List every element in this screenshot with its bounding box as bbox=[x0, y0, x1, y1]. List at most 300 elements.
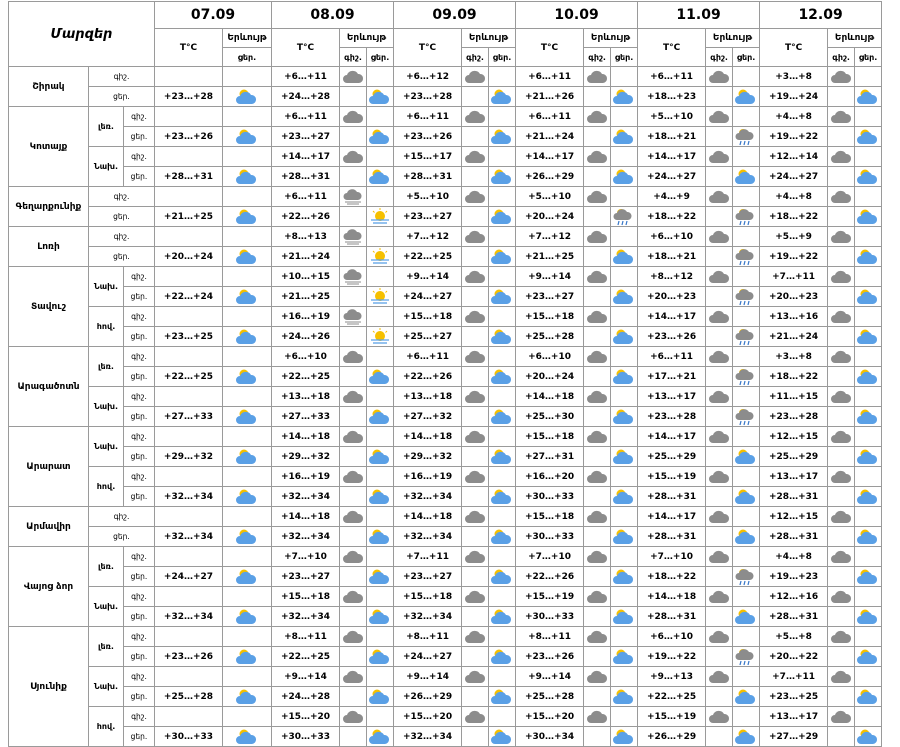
phenomenon-day-cell bbox=[367, 507, 394, 527]
cloudy-icon bbox=[584, 229, 610, 245]
phenomenon-night-cell bbox=[706, 167, 733, 187]
temperature-cell: +17…+21 bbox=[638, 367, 706, 387]
temperature-cell: +15…+19 bbox=[638, 467, 706, 487]
time-of-day: գիշ. bbox=[124, 147, 155, 167]
sun-behind-cloud-icon bbox=[223, 568, 271, 586]
temperature-cell: +14…+18 bbox=[394, 427, 462, 447]
phenomenon-day-cell bbox=[367, 607, 394, 627]
subregion-name: հով. bbox=[89, 707, 124, 747]
sun-behind-cloud-icon bbox=[223, 368, 271, 386]
phenomenon-cell bbox=[223, 167, 272, 187]
phenomenon-day-cell bbox=[611, 287, 638, 307]
temperature-cell: +16…+19 bbox=[394, 467, 462, 487]
phenomenon-night-cell bbox=[584, 567, 611, 587]
phenomenon-night-cell bbox=[340, 67, 367, 87]
temperature-cell bbox=[155, 187, 223, 207]
phenomenon-day-cell bbox=[733, 287, 760, 307]
sun-behind-cloud-icon bbox=[855, 488, 881, 506]
temperature-cell: +6…+11 bbox=[638, 67, 706, 87]
phenomenon-night-cell bbox=[828, 207, 855, 227]
phenomenon-night-cell bbox=[462, 627, 489, 647]
phenomenon-night-cell bbox=[828, 307, 855, 327]
forecast-table bbox=[8, 1, 882, 747]
temperature-cell: +28…+31 bbox=[272, 167, 340, 187]
temperature-cell: +28…+31 bbox=[155, 167, 223, 187]
sun-behind-cloud-icon bbox=[611, 128, 637, 146]
night-header: գիշ. bbox=[706, 48, 733, 67]
phenomenon-day-cell bbox=[367, 367, 394, 387]
time-of-day: գիշ. bbox=[124, 107, 155, 127]
temperature-cell: +28…+31 bbox=[638, 487, 706, 507]
cloudy-icon bbox=[340, 669, 366, 685]
sun-behind-cloud-icon bbox=[855, 328, 881, 346]
cloudy-icon bbox=[584, 349, 610, 365]
time-of-day: գիշ. bbox=[124, 347, 155, 367]
phenomenon-day-cell bbox=[367, 147, 394, 167]
phenomenon-night-cell bbox=[340, 147, 367, 167]
phenomenon-night-cell bbox=[828, 587, 855, 607]
temperature-cell: +18…+21 bbox=[638, 127, 706, 147]
phenomenon-night-cell bbox=[584, 347, 611, 367]
time-of-day: ցեր. bbox=[124, 607, 155, 627]
phenomenon-night-cell bbox=[706, 87, 733, 107]
phenomenon-night-cell bbox=[462, 247, 489, 267]
subregion-name: լեռ. bbox=[89, 547, 124, 587]
sun-behind-cloud-icon bbox=[367, 648, 393, 666]
phenomenon-night-cell bbox=[462, 327, 489, 347]
phenomenon-night-cell bbox=[584, 387, 611, 407]
temperature-cell: +28…+31 bbox=[760, 487, 828, 507]
sun-fog-icon bbox=[367, 248, 393, 266]
phenomenon-cell bbox=[223, 647, 272, 667]
phenomenon-night-cell bbox=[706, 427, 733, 447]
temperature-cell: +22…+25 bbox=[155, 367, 223, 387]
temperature-cell: +32…+34 bbox=[394, 487, 462, 507]
phenomenon-day-cell bbox=[733, 487, 760, 507]
table-row bbox=[9, 647, 882, 667]
phenomenon-day-cell bbox=[489, 467, 516, 487]
phenomenon-night-cell bbox=[706, 567, 733, 587]
temperature-cell bbox=[155, 67, 223, 87]
temperature-cell bbox=[155, 547, 223, 567]
phenomenon-day-cell bbox=[489, 427, 516, 447]
phenomenon-day-cell bbox=[367, 327, 394, 347]
phenomenon-day-cell bbox=[733, 467, 760, 487]
temperature-cell: +24…+27 bbox=[394, 647, 462, 667]
phenomenon-day-cell bbox=[489, 607, 516, 627]
cloudy-icon bbox=[340, 149, 366, 165]
sun-behind-cloud-icon bbox=[223, 168, 271, 186]
phenomenon-day-cell bbox=[733, 587, 760, 607]
phenomenon-day-cell bbox=[611, 227, 638, 247]
phenomenon-day-cell bbox=[489, 447, 516, 467]
phenomenon-day-cell bbox=[367, 667, 394, 687]
phenomenon-night-cell bbox=[340, 327, 367, 347]
phenomenon-night-cell bbox=[584, 527, 611, 547]
phenomenon-night-cell bbox=[828, 507, 855, 527]
phenomenon-night-cell bbox=[584, 327, 611, 347]
phenomenon-day-cell bbox=[855, 647, 882, 667]
sun-behind-cloud-icon bbox=[223, 408, 271, 426]
temperature-cell: +15…+19 bbox=[638, 707, 706, 727]
temperature-cell: +6…+11 bbox=[394, 347, 462, 367]
temperature-cell: +9…+14 bbox=[516, 667, 584, 687]
phenomenon-day-cell bbox=[733, 307, 760, 327]
phenomenon-day-cell bbox=[489, 247, 516, 267]
sun-behind-cloud-icon bbox=[611, 248, 637, 266]
temperature-cell: +12…+15 bbox=[760, 427, 828, 447]
phenomenon-header: Երևույթ bbox=[462, 29, 516, 48]
phenomenon-night-cell bbox=[462, 447, 489, 467]
phenomenon-day-cell bbox=[855, 367, 882, 387]
temperature-cell: +20…+23 bbox=[638, 287, 706, 307]
phenomenon-day-cell bbox=[733, 147, 760, 167]
temperature-cell bbox=[155, 627, 223, 647]
temperature-cell: +24…+27 bbox=[638, 167, 706, 187]
phenomenon-night-cell bbox=[462, 167, 489, 187]
phenomenon-night-cell bbox=[462, 307, 489, 327]
sun-behind-cloud-icon bbox=[489, 408, 515, 426]
table-row bbox=[9, 347, 882, 367]
cloudy-icon bbox=[462, 629, 488, 645]
temperature-cell: +4…+8 bbox=[760, 547, 828, 567]
temperature-cell: +6…+11 bbox=[516, 67, 584, 87]
sun-behind-cloud-icon bbox=[611, 648, 637, 666]
phenomenon-cell bbox=[223, 67, 272, 87]
sun-behind-cloud-icon bbox=[855, 88, 881, 106]
sun-behind-cloud-icon bbox=[611, 688, 637, 706]
phenomenon-night-cell bbox=[828, 227, 855, 247]
sun-behind-cloud-icon bbox=[223, 608, 271, 626]
phenomenon-night-cell bbox=[706, 407, 733, 427]
phenomenon-day-cell bbox=[733, 227, 760, 247]
region-name: Կոտայք bbox=[9, 107, 89, 187]
phenomenon-day-cell bbox=[611, 247, 638, 267]
phenomenon-day-cell bbox=[611, 387, 638, 407]
phenomenon-day-cell bbox=[489, 127, 516, 147]
phenomenon-day-cell bbox=[489, 647, 516, 667]
phenomenon-night-cell bbox=[828, 607, 855, 627]
cloudy-icon bbox=[706, 69, 732, 85]
cloudy-icon bbox=[340, 469, 366, 485]
phenomenon-day-cell bbox=[611, 167, 638, 187]
phenomenon-night-cell bbox=[340, 387, 367, 407]
phenomenon-night-cell bbox=[584, 627, 611, 647]
phenomenon-night-cell bbox=[340, 87, 367, 107]
cloudy-icon bbox=[584, 669, 610, 685]
phenomenon-day-cell bbox=[611, 607, 638, 627]
cloudy-icon bbox=[584, 469, 610, 485]
phenomenon-night-cell bbox=[828, 367, 855, 387]
sun-behind-cloud-icon bbox=[611, 168, 637, 186]
sun-behind-cloud-icon bbox=[367, 568, 393, 586]
temperature-cell: +15…+18 bbox=[516, 307, 584, 327]
table-row bbox=[9, 387, 882, 407]
sun-behind-cloud-icon bbox=[855, 208, 881, 226]
temperature-cell: +32…+34 bbox=[155, 607, 223, 627]
phenomenon-day-cell bbox=[855, 107, 882, 127]
phenomenon-day-cell bbox=[489, 147, 516, 167]
sun-fog-icon bbox=[367, 288, 393, 306]
phenomenon-day-cell bbox=[733, 207, 760, 227]
sun-behind-cloud-icon bbox=[611, 288, 637, 306]
phenomenon-day-cell bbox=[489, 327, 516, 347]
sun-behind-cloud-icon bbox=[223, 488, 271, 506]
table-row bbox=[9, 607, 882, 627]
subregion-name: Նախ. bbox=[89, 387, 124, 427]
phenomenon-cell bbox=[223, 567, 272, 587]
phenomenon-day-cell bbox=[611, 447, 638, 467]
temperature-cell: +8…+11 bbox=[394, 627, 462, 647]
phenomenon-day-cell bbox=[855, 307, 882, 327]
cloudy-icon bbox=[462, 589, 488, 605]
day-header: ցեր. bbox=[367, 48, 394, 67]
cloudy-icon bbox=[706, 109, 732, 125]
cloudy-icon bbox=[340, 709, 366, 725]
phenomenon-day-cell bbox=[489, 687, 516, 707]
temperature-cell: +15…+18 bbox=[516, 507, 584, 527]
sun-behind-cloud-icon bbox=[611, 448, 637, 466]
phenomenon-night-cell bbox=[462, 667, 489, 687]
temperature-cell: +7…+11 bbox=[760, 267, 828, 287]
cloudy-icon bbox=[706, 509, 732, 525]
phenomenon-night-cell bbox=[706, 207, 733, 227]
phenomenon-day-cell bbox=[489, 627, 516, 647]
phenomenon-night-cell bbox=[828, 147, 855, 167]
phenomenon-night-cell bbox=[462, 647, 489, 667]
phenomenon-night-cell bbox=[584, 427, 611, 447]
temperature-cell: +10…+15 bbox=[272, 267, 340, 287]
phenomenon-night-cell bbox=[340, 627, 367, 647]
phenomenon-night-cell bbox=[462, 467, 489, 487]
phenomenon-cell bbox=[223, 87, 272, 107]
temperature-cell: +4…+8 bbox=[760, 107, 828, 127]
phenomenon-night-cell bbox=[462, 427, 489, 447]
cloudy-icon bbox=[706, 149, 732, 165]
phenomenon-night-cell bbox=[706, 607, 733, 627]
temperature-cell: +21…+25 bbox=[272, 287, 340, 307]
temperature-cell: +24…+27 bbox=[760, 167, 828, 187]
phenomenon-cell bbox=[223, 247, 272, 267]
temperature-cell: +18…+21 bbox=[638, 247, 706, 267]
phenomenon-day-cell bbox=[367, 547, 394, 567]
phenomenon-day-cell bbox=[733, 427, 760, 447]
phenomenon-day-cell bbox=[611, 527, 638, 547]
cloudy-icon bbox=[828, 349, 854, 365]
phenomenon-day-cell bbox=[611, 407, 638, 427]
cloudy-icon bbox=[584, 429, 610, 445]
sun-behind-cloud-icon bbox=[855, 568, 881, 586]
phenomenon-day-cell bbox=[489, 547, 516, 567]
temperature-cell: +22…+25 bbox=[272, 647, 340, 667]
temperature-cell: +8…+12 bbox=[638, 267, 706, 287]
temperature-cell: +25…+29 bbox=[760, 447, 828, 467]
phenomenon-day-cell bbox=[611, 587, 638, 607]
temperature-cell: +9…+14 bbox=[394, 267, 462, 287]
temperature-cell: +21…+24 bbox=[272, 247, 340, 267]
phenomenon-night-cell bbox=[828, 107, 855, 127]
sun-cloud-rain-icon bbox=[733, 368, 759, 386]
phenomenon-night-cell bbox=[340, 567, 367, 587]
temperature-cell bbox=[155, 707, 223, 727]
time-of-day: ցեր. bbox=[124, 127, 155, 147]
temperature-cell: +14…+17 bbox=[638, 307, 706, 327]
sun-behind-cloud-icon bbox=[855, 688, 881, 706]
temperature-cell: +7…+12 bbox=[394, 227, 462, 247]
phenomenon-day-cell bbox=[489, 487, 516, 507]
phenomenon-header: Երևույթ bbox=[223, 29, 272, 48]
temperature-cell: +14…+18 bbox=[272, 427, 340, 447]
table-row bbox=[9, 707, 882, 727]
temperature-cell: +21…+26 bbox=[516, 87, 584, 107]
subregion-name: լեռ. bbox=[89, 107, 124, 147]
phenomenon-cell bbox=[223, 667, 272, 687]
phenomenon-header: Երևույթ bbox=[706, 29, 760, 48]
temperature-cell bbox=[155, 467, 223, 487]
phenomenon-night-cell bbox=[462, 147, 489, 167]
cloudy-icon bbox=[828, 469, 854, 485]
table-row bbox=[9, 227, 882, 247]
phenomenon-night-cell bbox=[584, 227, 611, 247]
phenomenon-cell bbox=[223, 447, 272, 467]
temperature-cell: +32…+34 bbox=[272, 527, 340, 547]
phenomenon-day-cell bbox=[367, 167, 394, 187]
phenomenon-night-cell bbox=[828, 167, 855, 187]
phenomenon-day-cell bbox=[611, 507, 638, 527]
phenomenon-night-cell bbox=[828, 347, 855, 367]
subregion-name: հով. bbox=[89, 307, 124, 347]
phenomenon-night-cell bbox=[706, 487, 733, 507]
temperature-cell: +32…+34 bbox=[272, 487, 340, 507]
temperature-cell: +19…+22 bbox=[760, 247, 828, 267]
sun-behind-cloud-icon bbox=[489, 208, 515, 226]
phenomenon-night-cell bbox=[706, 467, 733, 487]
cloudy-icon bbox=[584, 389, 610, 405]
phenomenon-night-cell bbox=[706, 147, 733, 167]
cloudy-icon bbox=[828, 629, 854, 645]
phenomenon-day-cell bbox=[611, 487, 638, 507]
date-header: 09.09 bbox=[394, 2, 516, 29]
phenomenon-night-cell bbox=[828, 707, 855, 727]
phenomenon-night-cell bbox=[706, 247, 733, 267]
phenomenon-day-cell bbox=[611, 367, 638, 387]
temperature-cell: +14…+17 bbox=[272, 147, 340, 167]
phenomenon-day-cell bbox=[367, 307, 394, 327]
temperature-cell: +20…+24 bbox=[516, 367, 584, 387]
phenomenon-cell bbox=[223, 327, 272, 347]
phenomenon-day-cell bbox=[611, 627, 638, 647]
table-row bbox=[9, 507, 882, 527]
subregion-name: Նախ. bbox=[89, 147, 124, 187]
temperature-cell: +15…+20 bbox=[272, 707, 340, 727]
cloudy-icon bbox=[462, 109, 488, 125]
time-of-day: ցեր. bbox=[124, 447, 155, 467]
temperature-cell: +23…+27 bbox=[272, 567, 340, 587]
phenomenon-night-cell bbox=[584, 247, 611, 267]
phenomenon-night-cell bbox=[706, 307, 733, 327]
temperature-cell: +14…+18 bbox=[272, 507, 340, 527]
time-of-day: ցեր. bbox=[89, 247, 155, 267]
phenomenon-day-cell bbox=[855, 687, 882, 707]
sun-cloud-rain-icon bbox=[733, 648, 759, 666]
temperature-cell: +3…+8 bbox=[760, 67, 828, 87]
phenomenon-night-cell bbox=[340, 427, 367, 447]
table-row bbox=[9, 167, 882, 187]
temperature-cell: +14…+18 bbox=[516, 387, 584, 407]
phenomenon-cell bbox=[223, 547, 272, 567]
cloudy-icon bbox=[462, 189, 488, 205]
temperature-cell: +28…+31 bbox=[760, 607, 828, 627]
phenomenon-night-cell bbox=[706, 507, 733, 527]
phenomenon-night-cell bbox=[462, 287, 489, 307]
phenomenon-night-cell bbox=[706, 107, 733, 127]
phenomenon-night-cell bbox=[340, 467, 367, 487]
time-of-day: գիշ. bbox=[89, 187, 155, 207]
temperature-cell: +14…+18 bbox=[394, 507, 462, 527]
temperature-cell: +22…+26 bbox=[516, 567, 584, 587]
table-row bbox=[9, 207, 882, 227]
phenomenon-header: Երևույթ bbox=[340, 29, 394, 48]
temperature-cell: +6…+10 bbox=[516, 347, 584, 367]
temperature-cell: +18…+22 bbox=[638, 207, 706, 227]
sun-behind-cloud-icon bbox=[611, 528, 637, 546]
phenomenon-cell bbox=[223, 607, 272, 627]
temperature-cell: +7…+10 bbox=[272, 547, 340, 567]
phenomenon-cell bbox=[223, 387, 272, 407]
phenomenon-cell bbox=[223, 407, 272, 427]
phenomenon-night-cell bbox=[706, 327, 733, 347]
phenomenon-night-cell bbox=[584, 307, 611, 327]
phenomenon-night-cell bbox=[706, 687, 733, 707]
phenomenon-day-cell bbox=[611, 107, 638, 127]
temperature-cell: +11…+15 bbox=[760, 387, 828, 407]
fog-cloud-icon bbox=[340, 229, 366, 245]
phenomenon-day-cell bbox=[367, 627, 394, 647]
temperature-cell: +20…+23 bbox=[760, 287, 828, 307]
phenomenon-cell bbox=[223, 187, 272, 207]
temperature-cell: +23…+25 bbox=[760, 687, 828, 707]
cloudy-icon bbox=[828, 309, 854, 325]
phenomenon-day-cell bbox=[489, 307, 516, 327]
temperature-cell: +27…+32 bbox=[394, 407, 462, 427]
phenomenon-night-cell bbox=[706, 527, 733, 547]
temperature-cell: +21…+24 bbox=[516, 127, 584, 147]
phenomenon-day-cell bbox=[367, 687, 394, 707]
phenomenon-night-cell bbox=[340, 407, 367, 427]
temperature-cell: +24…+27 bbox=[394, 287, 462, 307]
phenomenon-night-cell bbox=[706, 707, 733, 727]
phenomenon-night-cell bbox=[462, 527, 489, 547]
night-header: գիշ. bbox=[584, 48, 611, 67]
temperature-cell: +9…+14 bbox=[394, 667, 462, 687]
temperature-cell: +27…+29 bbox=[760, 727, 828, 747]
phenomenon-day-cell bbox=[855, 707, 882, 727]
time-of-day: գիշ. bbox=[124, 387, 155, 407]
temperature-cell: +19…+23 bbox=[760, 567, 828, 587]
sun-behind-cloud-icon bbox=[489, 88, 515, 106]
subregion-name: Նախ. bbox=[89, 267, 124, 307]
sun-behind-cloud-icon bbox=[733, 528, 759, 546]
table-row bbox=[9, 427, 882, 447]
sun-behind-cloud-icon bbox=[489, 608, 515, 626]
phenomenon-cell bbox=[223, 127, 272, 147]
time-of-day: գիշ. bbox=[89, 67, 155, 87]
phenomenon-night-cell bbox=[340, 347, 367, 367]
phenomenon-day-cell bbox=[611, 647, 638, 667]
phenomenon-day-cell bbox=[855, 287, 882, 307]
temperature-cell: +25…+27 bbox=[394, 327, 462, 347]
sun-behind-cloud-icon bbox=[489, 288, 515, 306]
